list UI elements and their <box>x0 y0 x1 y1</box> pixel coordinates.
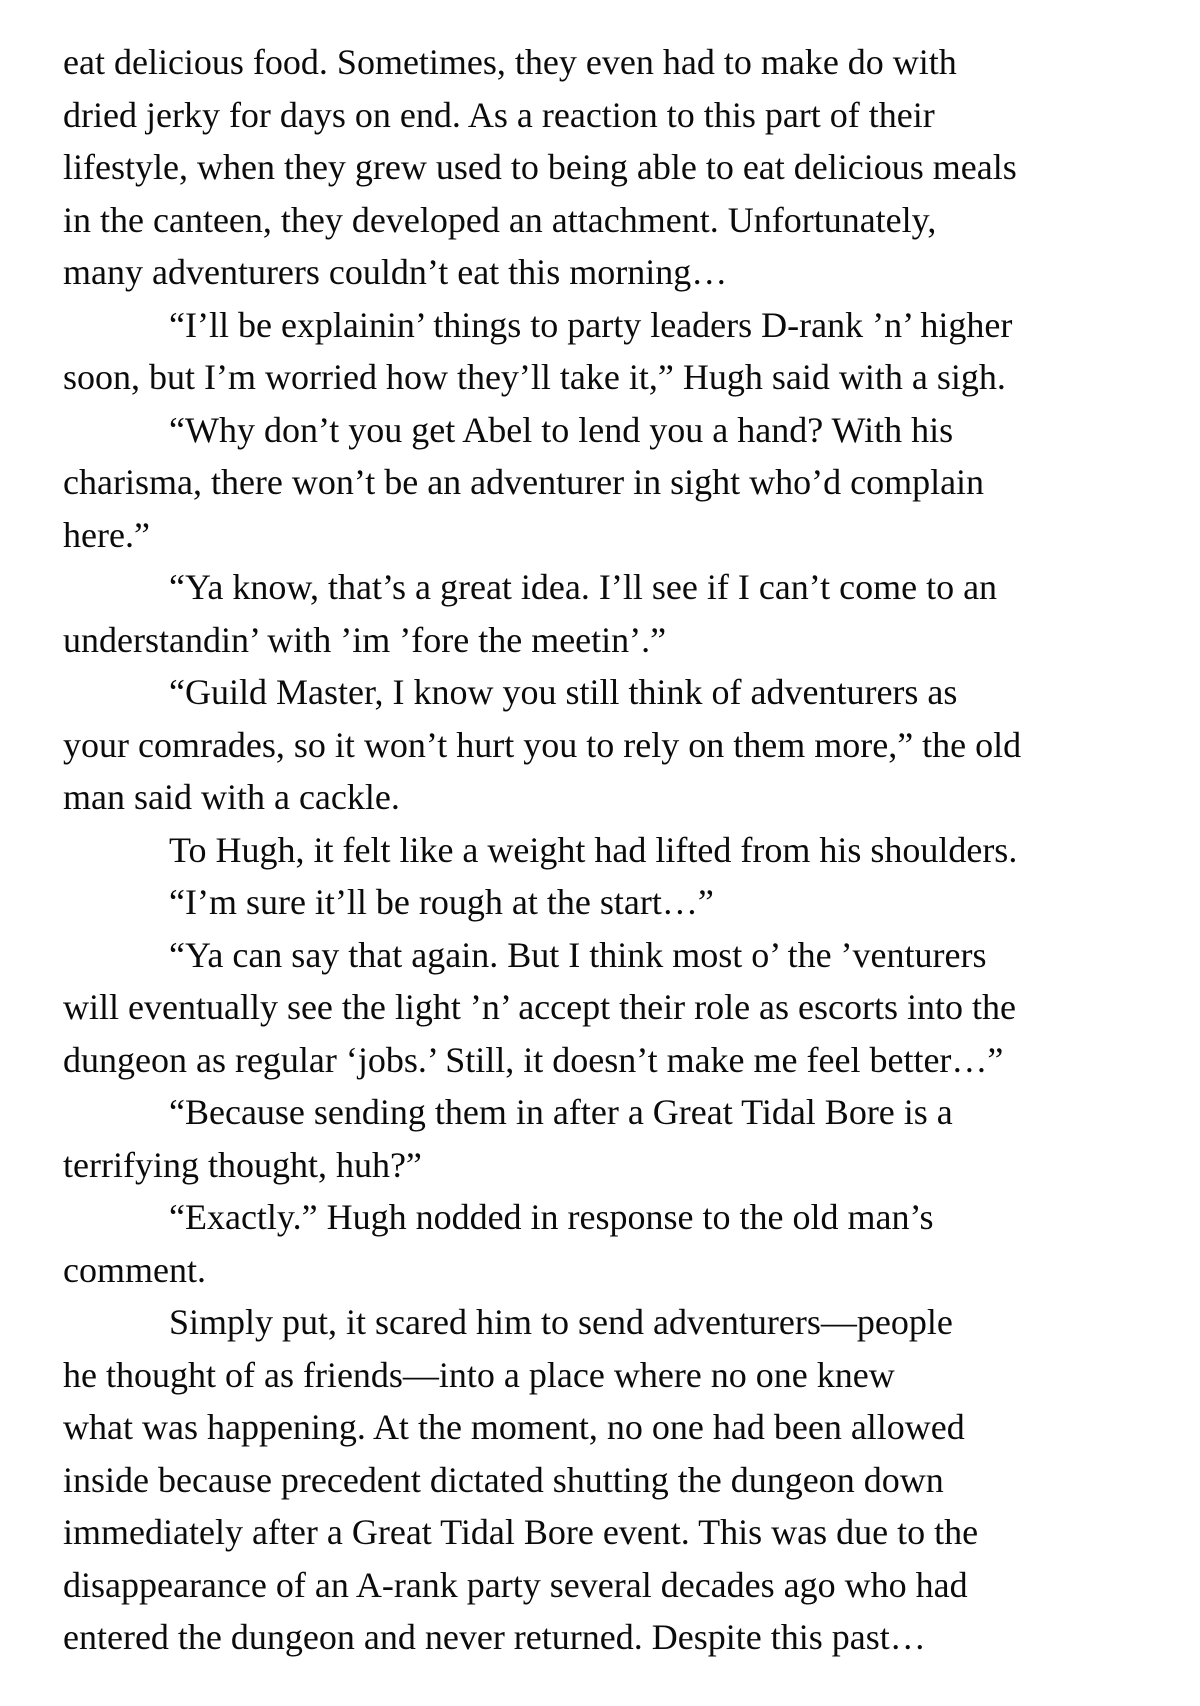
text-line: Simply put, it scared him to send adventurers—people <box>169 1302 953 1342</box>
text-line: understandin’ with ’im ’fore the meetin’.” <box>63 619 667 660</box>
text-line: “Why don’t you get Abel to lend you a hand? With his <box>169 409 954 450</box>
text-line: dried jerky for days on end. As a reaction to this part of their <box>63 94 935 135</box>
text-line: in the canteen, they developed an attachment. Unfortunately, <box>63 199 937 240</box>
text-line: “I’ll be explainin’ things to party leaders D-rank ’n’ higher <box>169 304 1013 345</box>
text-line: “Because sending them in after a Great Tidal Bore is a <box>169 1092 953 1132</box>
page-text <box>63 36 1142 1664</box>
text-line: what was happening. At the moment, no one had been allowed <box>63 1407 965 1447</box>
text-line: your comrades, so it won’t hurt you to rely on them more,” the old <box>63 724 1022 765</box>
text-line: dungeon as regular ‘jobs.’ Still, it doesn’t make me feel better…” <box>63 1039 1004 1080</box>
text-line: “Ya know, that’s a great idea. I’ll see if I can’t come to an <box>169 567 998 607</box>
text-line: will eventually see the light ’n’ accept their role as escorts into the <box>63 987 1016 1027</box>
text-line: inside because precedent dictated shutting the dungeon down <box>63 1459 944 1500</box>
text-line: eat delicious food. Sometimes, they even had to make do with <box>63 42 957 82</box>
text-line: terrifying thought, huh?” <box>63 1144 422 1185</box>
text-line: “I’m sure it’ll be rough at the start…” <box>169 882 714 922</box>
text-line: entered the dungeon and never returned. Despite this past… <box>63 1617 926 1657</box>
text-line: lifestyle, when they grew used to being able to eat delicious meals <box>63 147 1017 187</box>
text-line: immediately after a Great Tidal Bore event. This was due to the <box>63 1512 979 1552</box>
text-line: “Exactly.” Hugh nodded in response to the old man’s <box>169 1197 934 1237</box>
text-line: “Ya can say that again. But I think most o’ the ’venturers <box>169 934 987 975</box>
text-line: man said with a cackle. <box>63 777 400 817</box>
text-line: disappearance of an A-rank party several decades ago who had <box>63 1564 968 1605</box>
text-line: he thought of as friends—into a place where no one knew <box>63 1354 895 1395</box>
text-line: many adventurers couldn’t eat this morning… <box>63 252 728 292</box>
text-line: To Hugh, it felt like a weight had lifted from his shoulders. <box>169 829 1018 870</box>
text-line: soon, but I’m worried how they’ll take it,” Hugh said with a sigh. <box>63 357 1006 397</box>
text-line: here.” <box>63 514 150 555</box>
text-line: comment. <box>63 1249 206 1290</box>
text-line: charisma, there won’t be an adventurer in sight who’d complain <box>63 462 985 502</box>
text-line: “Guild Master, I know you still think of adventurers as <box>169 672 958 712</box>
